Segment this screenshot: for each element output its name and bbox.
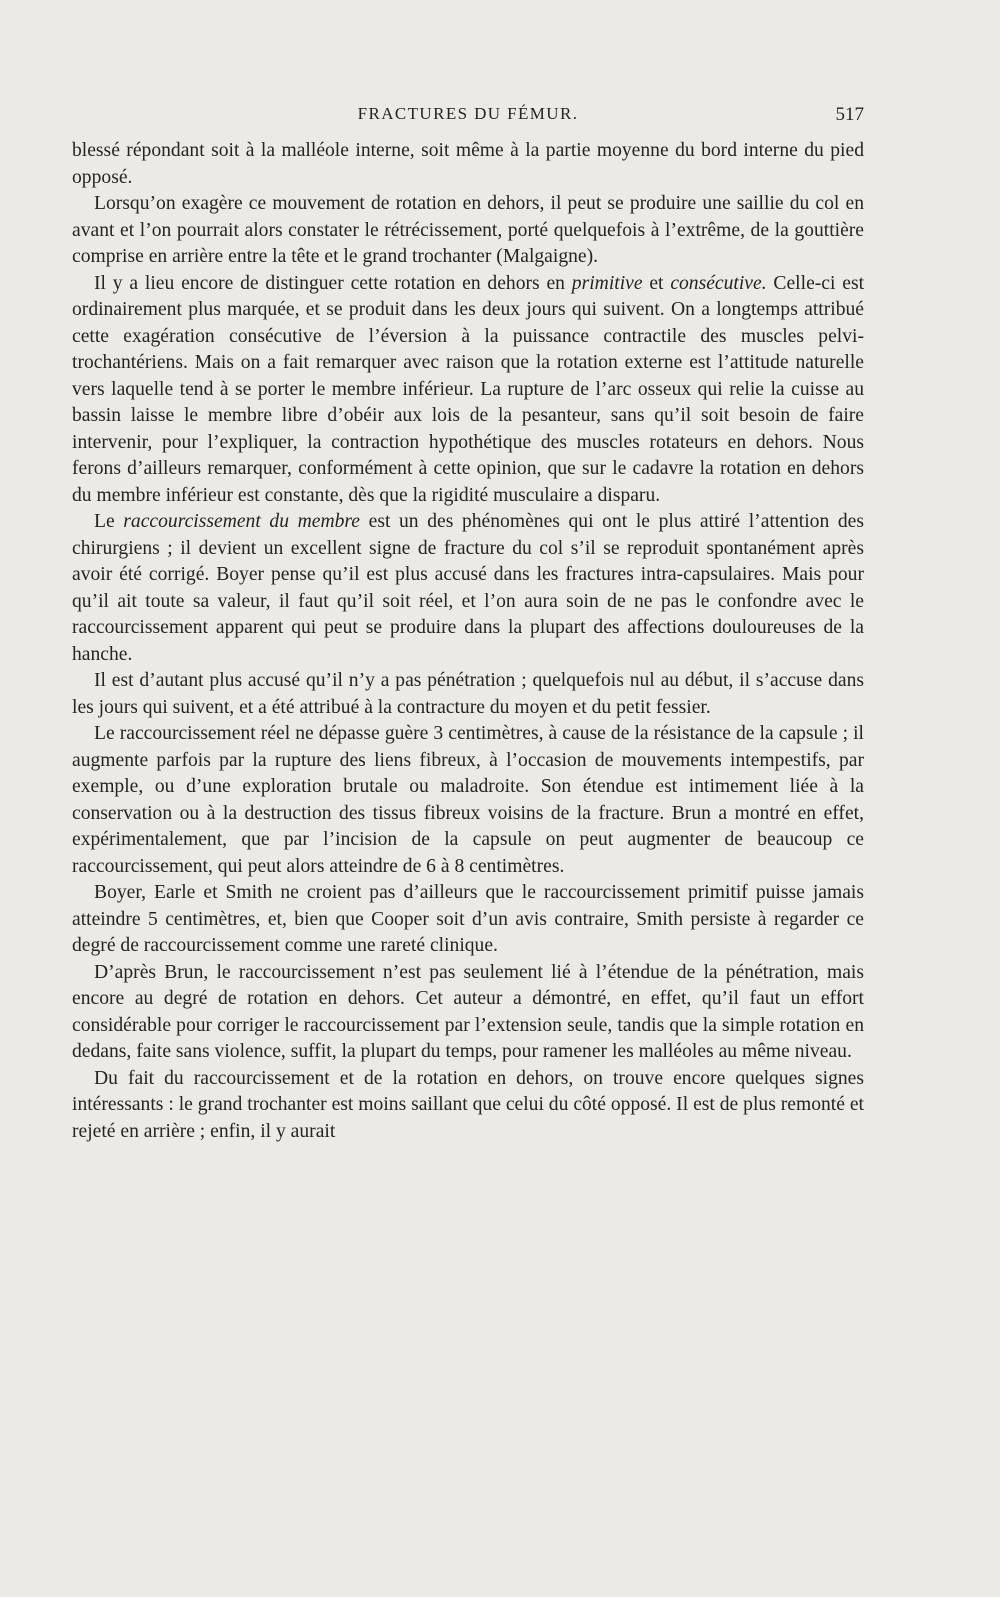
text-run: Lorsqu’on exagère ce mouvement de rotation en dehors, il peut se produire une saillie du col en avant et l’on pourrait alors constater le rétrécissement, porté quelquefois à l’extrême, de la gouttière comprise en arrière entre la tête et le grand trochanter (Malgaigne). xyxy=(72,193,864,267)
paragraph xyxy=(72,1066,864,1146)
text-run: et xyxy=(642,272,671,294)
paragraph xyxy=(72,271,864,510)
text-run: Il est d’autant plus accusé qu’il n’y a pas pénétration ; quelquefois nul au début, il s’accuse dans les jours qui suivent, et a été attribué à la contracture du moyen et du petit fessier. xyxy=(72,670,864,718)
text-run: Celle-ci est ordinairement plus marquée, et se produit dans les deux jours qui suivent. On a longtemps attribué cette exagération consécutive de l’éversion à la puissance contractile des muscles pelvi-trochantériens. Mais on a fait remarquer avec raison que la rotation externe est l’attitude naturelle vers laquelle tend à se porter le membre inférieur. La rupture de l’arc osseux qui relie la cuisse au bassin laisse le membre libre d’obéir aux lois de la pesanteur, sans qu’il soit besoin de faire intervenir, pour l’expliquer, la contraction hypothétique des muscles rotateurs en dehors. Nous ferons d’ailleurs remarquer, conformément à cette opinion, que sur le cadavre la rotation en dehors du membre inférieur est constante, dès que la rigidité musculaire a disparu. xyxy=(72,272,865,506)
italic-text: primitive xyxy=(571,272,643,294)
text-run: blessé répondant soit à la malléole interne, soit même à la partie moyenne du bord interne du pied opposé. xyxy=(72,140,864,188)
paragraph xyxy=(72,191,864,271)
text-run: D’après Brun, le raccourcissement n’est pas seulement lié à l’étendue de la pénétration, mais encore au degré de rotation en dehors. Cet auteur a démontré, en effet, qu’il faut un effort considérable pour corriger le raccourcissement par l’extension seule, tandis que la simple rotation en dedans, faite sans violence, suffit, la plupart du temps, pour ramener les malléoles au même niveau. xyxy=(72,961,864,1062)
paragraph xyxy=(72,668,864,721)
text-run: Boyer, Earle et Smith ne croient pas d’ailleurs que le raccourcissement primitif puisse jamais atteindre 5 centimètres, et, bien que Cooper soit d’un avis contraire, Smith persiste à regarder ce degré de raccourcissement comme une rareté clinique. xyxy=(72,882,864,956)
paragraph xyxy=(72,721,864,880)
paragraph xyxy=(72,509,864,668)
text-run: Du fait du raccourcissement et de la rotation en dehors, on trouve encore quelques signes intéressants : le grand trochanter est moins saillant que celui du côté opposé. Il est de plus remonté et rejeté en arrière ; enfin, il y aurait xyxy=(72,1067,864,1142)
paragraph xyxy=(72,880,864,960)
running-title: FRACTURES DU FÉMUR. xyxy=(357,104,579,123)
paragraph xyxy=(72,960,864,1066)
page-number: 517 xyxy=(835,104,864,125)
italic-text: raccourcissement du membre xyxy=(123,511,360,532)
text-run: est un des phénomènes qui ont le plus attiré l’attention des chirurgiens ; il devient un excellent signe de fracture du col s’il se reproduit spontanément après avoir été corrigé. Boyer pense qu’il est plus accusé dans les fractures intra-capsulaires. Mais pour qu’il ait toute sa valeur, il faut qu’il soit réel, et l’on aura soin de ne pas le confondre avec le raccourcissement apparent qui peut se produire dans la plupart des affections douloureuses de la hanche. xyxy=(72,511,864,665)
paragraph xyxy=(72,138,864,191)
text-run: Le raccourcissement réel ne dépasse guère 3 centimètres, à cause de la résistance de la capsule ; il augmente parfois par la rupture des liens fibreux, à l’occasion de mouvements intempestifs, par exemple, ou d’une exploration brutale ou maladroite. Son étendue est intimement liée à la conservation ou à la destruction des tissus fibreux voisins de la fracture. Brun a montré en effet, expérimentalement, que par l’incision de la capsule on peut augmenter de beaucoup ce raccourcissement, qui peut alors atteindre de 6 à 8 centimètres. xyxy=(72,723,864,877)
text-run: Le xyxy=(94,511,124,532)
text-run: Il y a lieu encore de distinguer cette rotation en dehors en xyxy=(94,272,572,294)
italic-text: consécutive. xyxy=(670,272,767,294)
body-text xyxy=(72,138,864,1145)
running-head xyxy=(72,104,864,134)
